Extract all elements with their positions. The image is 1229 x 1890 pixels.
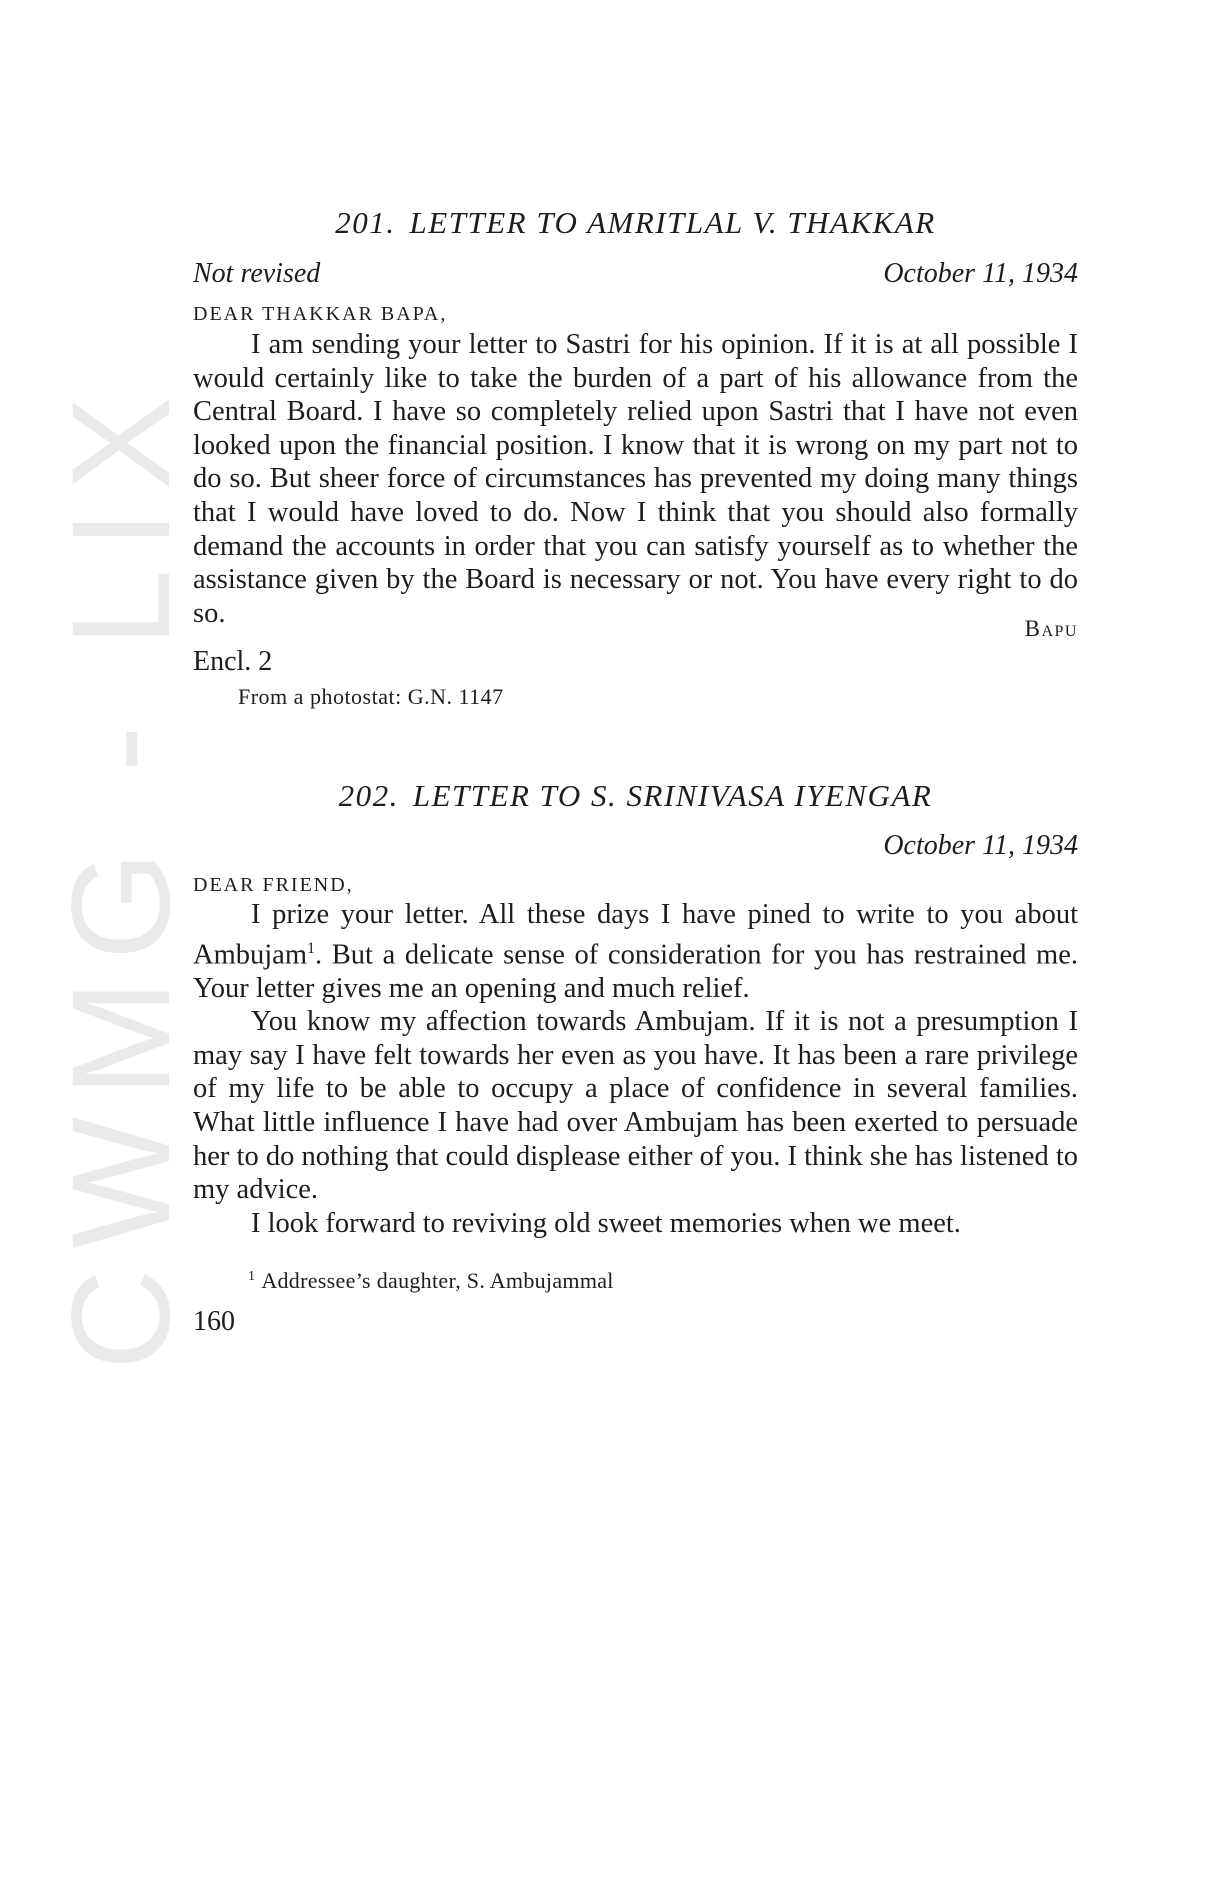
watermark: CWMG - LIX [42,376,199,1370]
letter-201-salutation: DEAR THAKKAR BAPA, [193,303,448,325]
letter-202-title: LETTER TO S. SRINIVASA IYENGAR [412,778,933,813]
letter-201-date: October 11, 1934 [883,258,1078,289]
footnote-reference: 1 [307,939,315,957]
letter-201-heading [193,205,1078,241]
letter-201-body [193,328,1078,630]
letter-202-p1-text: I prize your letter. All these days I have pined to write to you about Ambujam [193,899,1078,971]
letter-202-paragraph-1 [193,898,1078,1005]
letter-201-status: Not revised [193,258,321,289]
letter-202-paragraph-3: I look forward to reviving old sweet memories when we meet. [251,1207,961,1239]
letter-201-enclosure: Encl. 2 [193,646,273,677]
letter-202-body [193,898,1078,1240]
letter-202-p1-text-continued: . But a delicate sense of consideration for you has restrained me. Your letter gives me an opening and much relief. [193,939,1078,1004]
footnote [248,1268,614,1294]
letter-201-source: From a photostat: G.N. 1147 [238,684,504,709]
letter-201-paragraph: I am sending your letter to Sastri for his opinion. If it is at all possible I would certainly like to take the burden of a part of his allowance from the Central Board. I have so completely relied upon Sastri that I have not even looked upon the financial position. I know that it is wrong on my part not to do so. But sheer force of circumstances has prevented my doing many things that I would have loved to do. Now I think that you should also formally demand the accounts in order that you can satisfy yourself as to whether the assistance given by the Board is necessary or not. You have every right to do so. [193,329,1078,629]
letter-202-paragraph-2: You know my affection towards Ambujam. If it is not a presumption I may say I have felt towards her even as you have. It has been a rare privilege of my life to be able to occupy a place of confidence in several families. What little influence I have had over Ambujam has been exerted to persuade her to do nothing that could displease either of you. I think she has listened to my advice. [193,1006,1078,1206]
letter-202-heading [193,778,1078,814]
letter-201-title: LETTER TO AMRITLAL V. THAKKAR [409,205,936,240]
footnote-marker: 1 [248,1268,256,1284]
letter-201-signature: Bapu [1024,616,1078,641]
letter-202-number: 202. [338,778,399,813]
letter-202-salutation: DEAR FRIEND, [193,874,354,896]
letter-202-date: October 11, 1934 [883,830,1078,861]
footnote-text: Addressee’s daughter, S. Ambujammal [261,1268,614,1293]
page-number: 160 [193,1306,235,1337]
letter-201-number: 201. [335,205,396,240]
